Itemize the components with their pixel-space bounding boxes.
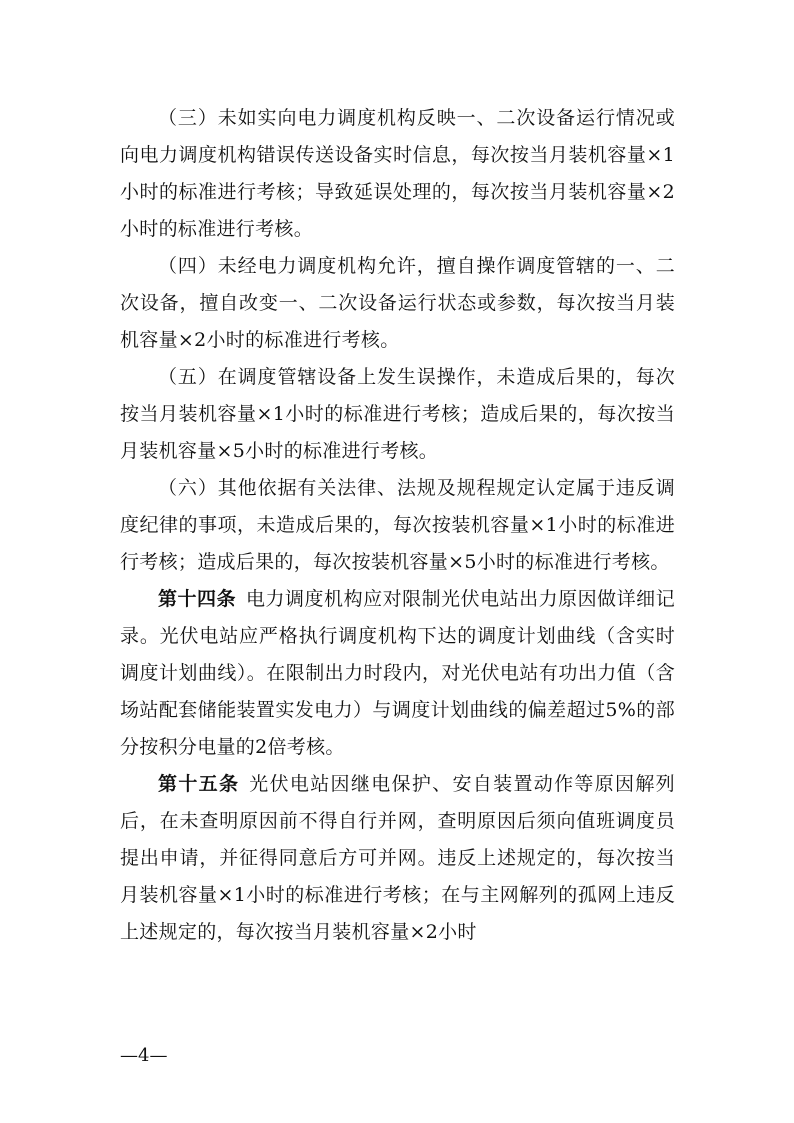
paragraph-item-4: （四）未经电力调度机构允许，擅自操作调度管辖的一、二次设备，擅自改变一、二次设备运行状态或参数，每次按当月装机容量×2小时的标准进行考核。 [120,255,675,351]
paragraph-item-6: （六）其他依据有关法律、法规及规程规定认定属于违反调度纪律的事项，未造成后果的，每次按装机容量×1小时的标准进行考核；造成后果的，每次按装机容量×5小时的标准进行考核。 [120,477,675,573]
article-14-text: 电力调度机构应对限制光伏电站出力原因做详细记录。光伏电站应严格执行调度机构下达的调度计划曲线（含实时调度计划曲线）。在限制出力时段内，对光伏电站有功出力值（含场站配套储能装置实发电力）与调度计划曲线的偏差超过5%的部分按积分电量的2倍考核。 [120,588,675,758]
article-15 [120,766,675,951]
page-number: —4— [120,1045,168,1066]
document-body [120,100,675,951]
article-14-heading: 第十四条 [158,588,237,610]
article-15-text: 光伏电站因继电保护、安自装置动作等原因解列后，在未查明原因前不得自行并网，查明原因后须向值班调度员提出申请，并征得同意后方可并网。违反上述规定的，每次按当月装机容量×1小时的标准进行考核；在与主网解列的孤网上违反上述规定的，每次按当月装机容量×2小时 [120,773,675,943]
article-15-heading: 第十五条 [158,773,240,795]
article-14 [120,581,675,766]
paragraph-item-3: （三）未如实向电力调度机构反映一、二次设备运行情况或向电力调度机构错误传送设备实时信息，每次按当月装机容量×1小时的标准进行考核；导致延误处理的，每次按当月装机容量×2小时的标准进行考核。 [120,107,675,240]
paragraph-item-5: （五）在调度管辖设备上发生误操作，未造成后果的，每次按当月装机容量×1小时的标准进行考核；造成后果的，每次按当月装机容量×5小时的标准进行考核。 [120,366,675,462]
